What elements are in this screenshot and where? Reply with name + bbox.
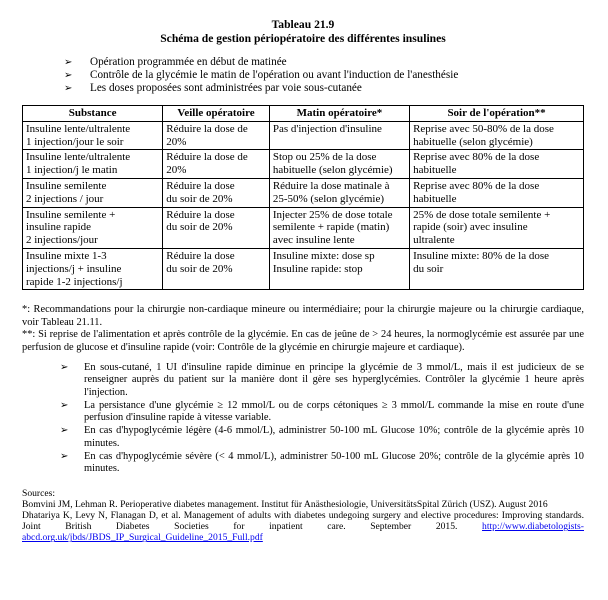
arrow-bullet-icon: ➢ xyxy=(64,83,73,94)
header-substance: Substance xyxy=(23,106,163,122)
cell-soir: 25% de dose totale semilente + rapide (soir) avec insuline ultralente xyxy=(410,207,584,248)
management-bullet: ➢ En sous-cutané, 1 UI d'insuline rapide diminue en principe la glycémie de 3 mmol/L, mais il est judicieux de se renseigner auprès du patient sur la manière dont il gère ses hyperglycémies. Contrôler la glycémie 1 heure après l'injection. xyxy=(60,361,584,398)
table-row xyxy=(23,121,584,150)
cell-matin: Stop ou 25% de la dose habituelle (selon glycémie) xyxy=(269,150,409,179)
arrow-bullet-icon: ➢ xyxy=(60,399,69,411)
source-2-link[interactable]: http://www.diabetologists-abcd.org.uk/jbds/JBDS_IP_Surgical_Guideline_2015_Full.pdf xyxy=(22,521,584,544)
cell-matin: Réduire la dose matinale à 25-50% (selon glycémie) xyxy=(269,178,409,207)
table-row xyxy=(23,178,584,207)
table-row xyxy=(23,248,584,289)
cell-matin: Pas d'injection d'insuline xyxy=(269,121,409,150)
cell-substance: Insuline semilente 2 injections / jour xyxy=(23,178,163,207)
header-matin: Matin opératoire* xyxy=(269,106,409,122)
footnote-star: *: Recommandations pour la chirurgie non-cardiaque mineure ou intermédiaire; pour la chirurgie majeure ou la chirurgie cardiaque, voir Tableau 21.11. xyxy=(22,304,584,328)
management-bullet: ➢ La persistance d'une glycémie ≥ 12 mmol/L ou de corps cétoniques ≥ 3 mmol/L commande la mise en route d'une perfusion d'insuline rapide à vitesse variable. xyxy=(60,399,584,424)
cell-substance: Insuline semilente + insuline rapide 2 injections/jour xyxy=(23,207,163,248)
cell-matin: Injecter 25% de dose totale semilente + rapide (matin) avec insuline lente xyxy=(269,207,409,248)
cell-substance: Insuline lente/ultralente 1 injection/j le matin xyxy=(23,150,163,179)
intro-bullet-list xyxy=(64,56,584,95)
sources-section xyxy=(22,488,584,544)
management-bullet-list xyxy=(60,362,584,476)
cell-veille: Réduire la dose de 20% xyxy=(163,150,270,179)
arrow-bullet-icon: ➢ xyxy=(60,361,69,373)
source-1: Bomvini JM, Lehman R. Perioperative diabetes management. Institut für Anästhesiologie, UniversitätsSpital Zürich (USZ). August 2016 xyxy=(22,498,548,510)
cell-soir: Reprise avec 50-80% de la dose habituelle (selon glycémie) xyxy=(410,121,584,150)
cell-soir: Reprise avec 80% de la dose habituelle xyxy=(410,150,584,179)
cell-soir: Reprise avec 80% de la dose habituelle xyxy=(410,178,584,207)
source-2 xyxy=(22,510,584,544)
cell-substance: Insuline lente/ultralente 1 injection/jour le soir xyxy=(23,121,163,150)
table-row xyxy=(23,150,584,179)
table-header-row xyxy=(23,106,584,122)
footnote-double-star: **: Si reprise de l'alimentation et après contrôle de la glycémie. En cas de jeûne de > 24 heures, la normoglycémie est assurée par une perfusion de glucose et d'insuline rapide (voir: Contrôle de la glycémie en chirurgie majeure et cardiaque). xyxy=(22,329,584,353)
arrow-bullet-icon: ➢ xyxy=(60,451,69,463)
header-soir: Soir de l'opération** xyxy=(410,106,584,122)
arrow-bullet-icon: ➢ xyxy=(60,425,69,437)
intro-bullet: ➢ Contrôle de la glycémie le matin de l'opération ou avant l'induction de l'anesthésie xyxy=(64,69,459,81)
sources-label: Sources: xyxy=(22,487,56,499)
cell-veille: Réduire la dose du soir de 20% xyxy=(163,207,270,248)
management-bullet: ➢ En cas d'hypoglycémie sévère (< 4 mmol/L), administrer 50-100 mL Glucose 20%; contrôle de la glycémie après 10 minutes. xyxy=(60,451,584,475)
table-row xyxy=(23,207,584,248)
cell-soir: Insuline mixte: 80% de la dose du soir xyxy=(410,248,584,289)
management-bullet: ➢ En cas d'hypoglycémie légère (4-6 mmol/L), administrer 50-100 mL Glucose 10%; contrôle de la glycémie après 10 minutes. xyxy=(60,425,584,449)
table-body xyxy=(23,121,584,290)
arrow-bullet-icon: ➢ xyxy=(64,57,73,68)
insulin-management-table xyxy=(22,105,584,290)
footnotes xyxy=(22,304,584,354)
cell-veille: Réduire la dose de 20% xyxy=(163,121,270,150)
intro-bullet: ➢ Opération programmée en début de matinée xyxy=(64,56,287,68)
header-veille: Veille opératoire xyxy=(163,106,270,122)
source-2-text: Dhatariya K, Levy N, Flanagan D, et al. Management of adults with diabetes undegoing surgery and elective procedures: Improving standards. Joint British Diabetes Societies for inpatient care. September 2015. xyxy=(22,510,584,533)
table-subtitle: Schéma de gestion périopératoire des différentes insulines xyxy=(160,32,446,45)
intro-bullet: ➢ Les doses proposées sont administrées par voie sous-cutanée xyxy=(64,82,362,94)
cell-matin: Insuline mixte: dose sp Insuline rapide: stop xyxy=(269,248,409,289)
table-title: Tableau 21.9 xyxy=(271,18,335,31)
cell-veille: Réduire la dose du soir de 20% xyxy=(163,178,270,207)
cell-substance: Insuline mixte 1-3 injections/j + insuline rapide 1-2 injections/j xyxy=(23,248,163,289)
arrow-bullet-icon: ➢ xyxy=(64,70,73,81)
cell-veille: Réduire la dose du soir de 20% xyxy=(163,248,270,289)
